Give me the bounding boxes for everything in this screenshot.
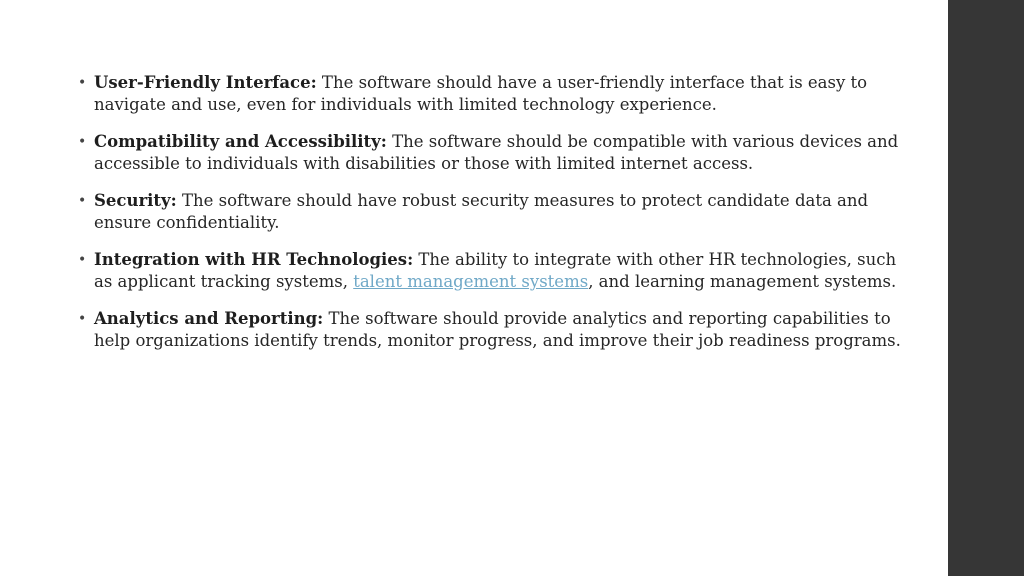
bullet-list xyxy=(78,72,908,352)
bullet-icon: • xyxy=(78,311,87,327)
bullet-icon: • xyxy=(78,75,87,91)
bullet-text: The software should provide analytics and reporting capabilities to help organizations identify trends, monitor progress, and improve their job readiness programs. xyxy=(94,309,901,350)
bullet-text: The software should be compatible with various devices and accessible to individuals with disabilities or those with limited internet access. xyxy=(94,132,899,173)
slide-content xyxy=(78,72,908,367)
bullet-item-compatibility-accessibility xyxy=(78,131,908,175)
bullet-title: Compatibility and Accessibility: xyxy=(94,132,387,151)
bullet-item-security xyxy=(78,190,908,234)
bullet-text: , and learning management systems. xyxy=(588,272,897,291)
right-sidebar-band xyxy=(948,0,1024,576)
bullet-icon: • xyxy=(78,134,87,150)
bullet-text: The software should have a user-friendly interface that is easy to navigate and use, even for individuals with limited technology experience. xyxy=(94,73,868,114)
talent-management-link[interactable]: talent management systems xyxy=(353,272,589,291)
bullet-item-analytics-reporting xyxy=(78,308,908,352)
bullet-text: The ability to integrate with other HR technologies, such as applicant tracking systems, xyxy=(94,250,897,291)
bullet-icon: • xyxy=(78,252,87,268)
bullet-title: Security: xyxy=(94,191,177,210)
bullet-icon: • xyxy=(78,193,87,209)
bullet-title: Integration with HR Technologies: xyxy=(94,250,414,269)
bullet-item-user-friendly-interface xyxy=(78,72,908,116)
bullet-title: User-Friendly Interface: xyxy=(94,73,317,92)
bullet-item-hr-integration xyxy=(78,249,908,293)
bullet-title: Analytics and Reporting: xyxy=(94,309,324,328)
bullet-text: The software should have robust security measures to protect candidate data and ensure confidentiality. xyxy=(94,191,869,232)
